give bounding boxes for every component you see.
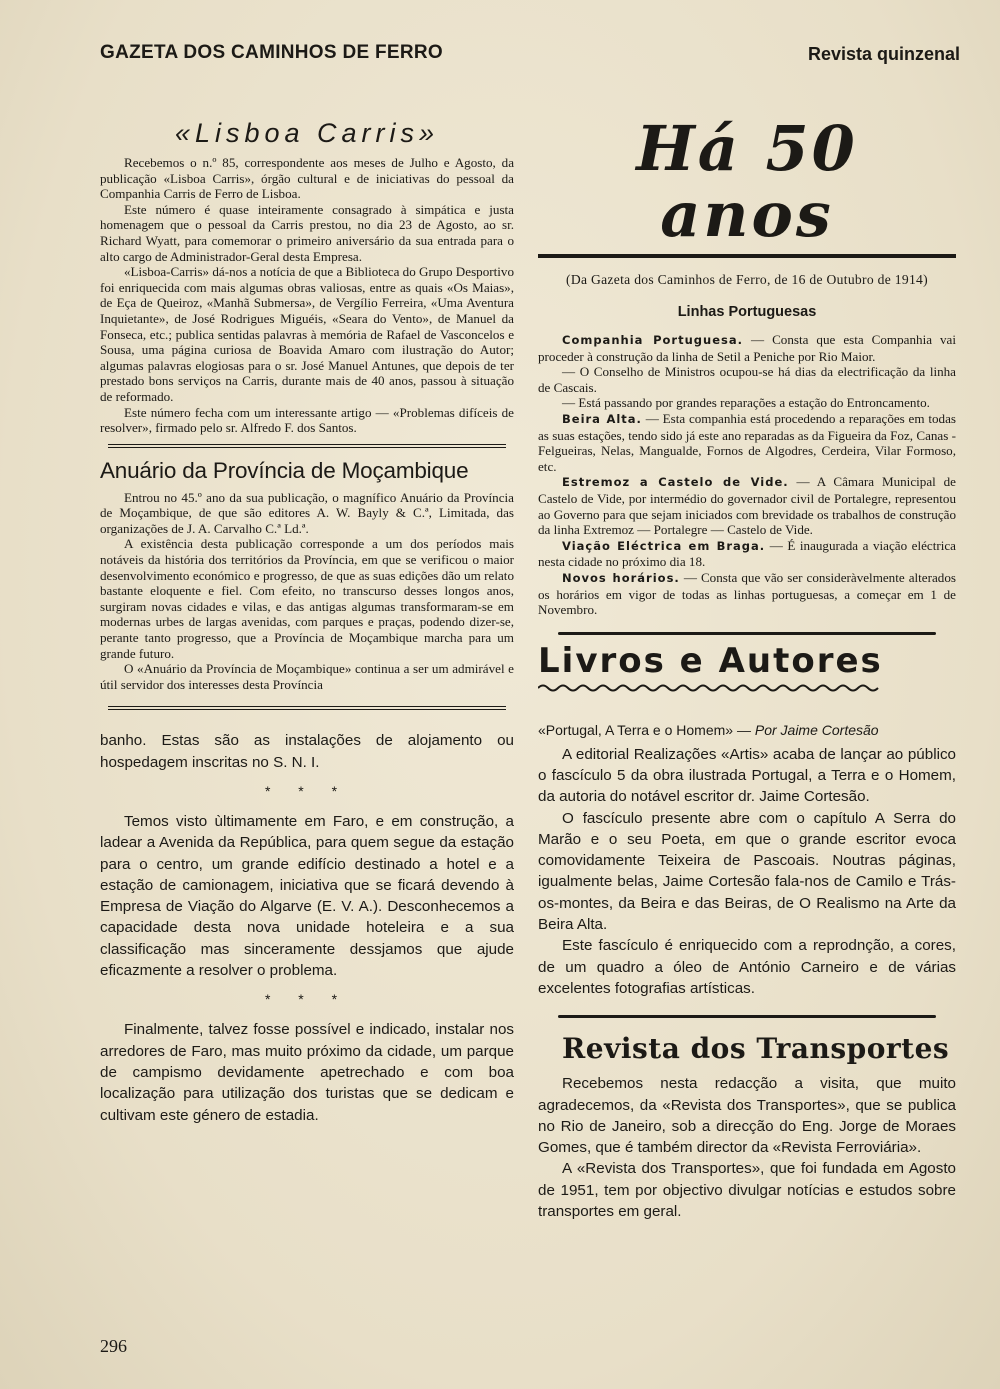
section-divider — [108, 444, 506, 448]
news-item — [538, 570, 956, 618]
paragraph: Este número é quase inteiramente consagrado à simpática e justa homenagem que o pessoal da Carris prestou, no dia 23 de Agosto, ao sr. Richard Wyatt, para comemorar o primeiro aniversário da sua entrada para o alto cargo de Administrador-Geral desta Empresa. — [100, 201, 514, 264]
news-item-text: — É inaugurada a viação eléctrica nesta cidade no próximo dia 18. — [538, 537, 956, 570]
paragraph: A editorial Realizações «Artis» acaba de lançar ao público o fascículo 5 da obra ilustrada Portugal, a Terra e o Homem, da autoria do notável escritor dr. Jaime Cortesão. — [538, 745, 956, 806]
news-item — [538, 538, 956, 570]
article-title-revista-dos-transportes: Revista dos Transportes — [562, 1032, 950, 1066]
lisboa-carris-article — [100, 118, 514, 436]
news-item-lead: Companhia Portuguesa. — [562, 333, 743, 347]
news-item-text: — Consta que esta Companhia vai proceder à construção da linha de Setil a Peniche por Rio Maior. — [538, 332, 957, 364]
news-item-lead: Viação Eléctrica em Braga. — [562, 538, 766, 553]
publication-frequency: Revista quinzenal — [807, 44, 960, 64]
article-title-livros-e-autores: Livros e Autores — [538, 640, 883, 681]
section-break-stars: * * * — [264, 991, 350, 1008]
section-divider — [558, 632, 936, 635]
subsection-heading: Linhas Portuguesas — [677, 304, 817, 320]
article-title-lisboa-carris: «Lisboa Carris» — [174, 118, 440, 148]
paragraph: O fascículo presente abre com o capítulo A Serra do Marão e o seu Poeta, em que o grande escritor evoca comovidamente Teixeira de Pascoais. Noutras páginas, igualmente belas, Jaime Cortesão fala-nos de Camilo e Trás-os-montes, da Beira e das Beiras, de O Realismo na Arte da Beira Alta. — [538, 809, 956, 934]
news-item-text: — O Conselho de Ministros ocupou-se há dias da electrificação da linha de Cascais. — [538, 364, 956, 395]
news-item-text: — A Câmara Municipal de Castelo de Vide, por intermédio do governador civil de Portalegre, representou ao Governo para que sejam iniciados com brevidade os trabalhos de construção da linha Extremoz — Portalegre — Castelo de Vide. — [538, 474, 956, 538]
news-item — [538, 411, 956, 474]
paragraph: Este fascículo é enriquecido com a reprodnção, a cores, de um quadro a óleo de António Carneiro e de várias excelentes fotografias artísticas. — [538, 937, 956, 997]
news-items — [538, 332, 956, 618]
section-divider — [108, 706, 506, 710]
book-title: «Portugal, A Terra e o Homem» — [538, 721, 734, 738]
ha-50-anos-article — [538, 112, 957, 618]
article-title-ha-50-anos: Há 50 anos — [636, 112, 858, 251]
section-break-stars: * * * — [264, 783, 350, 799]
paragraph: Recebemos o n.º 85, correspondente aos meses de Julho e Agosto, da publicação «Lisboa Carris», órgão cultural e de iniciativas do pessoal da Companhia Carris de Ferro de Lisboa. — [100, 155, 514, 202]
paragraph: «Lisboa-Carris» dá-nos a notícia de que a Biblioteca do Grupo Desportivo foi enriquecida com mais algumas obras valiosas, entre as quais «Os Maias», de Eça de Queiroz, «Manhã Submersa», de Vergílio Ferreira, «Uma Aventura Inquietante», de José Rodrigues Miguéis, «Seara do Vento», de Manuel da Fonseca, etc.; publica sentidas palavras à memória de Rafael de Vasconcelos e Sousa, uma página curiosa de Boavida Amaro com ilustração do Autor; algumas palavras elogiosas para o sr. José Manuel Antunes, que depois de ter prestado bons serviços na Carris, durante mais de 40 anos, passou à situação de reformado. — [100, 264, 514, 404]
section-divider — [558, 1015, 936, 1018]
article-title-anuario: Anuário da Província de Moçambique — [100, 457, 469, 483]
news-item — [538, 364, 956, 395]
book-author: — Por Jaime Cortesão — [733, 721, 879, 738]
news-item-text: — Consta que vão ser consideràvelmente alterados os horários em vigor de todas as linhas portuguesas, a começar em 1 de Novembro. — [538, 569, 956, 618]
paragraph: A existência desta publicação corresponde a um dos períodos mais notáveis da história dos territórios da Província, em que se verificou o maior desenvolvimento económico e progresso, de que as suas edições dão um relato bastante eloquente e fiel. Com efeito, no transcurso desses longos anos, surgiram novas cidades e vilas, e das antigas algumas transformaram-se em modernas urbes de largas avenidas, com parques e praças, podendo dizer-se, perante tanto progresso, que a Província de Moçambique marcha para um grande futuro. — [100, 536, 514, 661]
publication-title: GAZETA DOS CAMINHOS DE FERRO — [100, 42, 444, 63]
news-item-lead: Estremoz a Castelo de Vide. — [562, 475, 789, 490]
news-item — [538, 332, 956, 364]
news-item-lead: Beira Alta. — [562, 411, 642, 426]
news-item-text: — Está passando por grandes reparações a estação do Entroncamento. — [562, 395, 930, 411]
revista-dos-transportes-article — [538, 1032, 956, 1222]
paragraph: Entrou no 45.º ano da sua publicação, o magnífico Anuário da Província de Moçambique, de que são editores A. W. Bayly & C.ª, Limitada, das organizações de J. A. Carvalho C.ª Ld.ª. — [100, 489, 514, 536]
paragraph: Temos visto ùltimamente em Faro, e em construção, a ladear a Avenida da República, para quem segue da estação para o centro, um grande edifício destinado a hotel e a estação de camionagem, iniciativa que se ficará devendo à Empresa de Viação do Algarve (E. V. A.). Desconhecemos a capacidade desta nova unidade hoteleira e a sua classificação mas sinceramente dessjamos que ajude eficazmente a resolver o problema. — [100, 813, 514, 980]
paragraph: Finalmente, talvez fosse possível e indicado, instalar nos arredores de Faro, mas muito próximo da cidade, um parque de campismo devidamente apetrechado e com boa localização para utilização dos turistas que se dedicam e cultivam este género de estadia. — [100, 1021, 514, 1124]
decorative-wavy-rule — [538, 683, 956, 693]
livros-e-autores-article — [538, 641, 956, 1000]
right-column — [538, 108, 956, 1222]
paragraph: A «Revista dos Transportes», que foi fundada em Agosto de 1951, tem por objectivo divulgar notícias e estudos sobre transportes em geral. — [538, 1160, 956, 1221]
title-underline — [538, 254, 956, 258]
anuario-article — [100, 458, 514, 693]
masthead — [100, 42, 960, 72]
news-item-lead: Novos horários. — [562, 570, 680, 585]
paragraph: Este número fecha com um interessante artigo — «Problemas difíceis de resolver», firmado pelo sr. Alfredo F. dos Santos. — [100, 404, 514, 436]
left-column — [100, 110, 514, 1126]
faro-article-continuation — [100, 730, 514, 1125]
paragraph: banho. Estas são as instalações de alojamento ou hospedagem inscritas no S. N. I. — [100, 732, 514, 771]
book-subtitle — [538, 722, 956, 738]
news-item — [538, 474, 956, 537]
page-number: 296 — [100, 1336, 127, 1356]
paragraph: O «Anuário da Província de Moçambique» continua a ser um admirável e útil servidor dos interesses desta Província — [100, 661, 514, 692]
source-note: (Da Gazeta dos Caminhos de Ferro, de 16 de Outubro de 1914) — [566, 272, 928, 287]
news-item — [538, 395, 956, 411]
news-item-text: — Esta companhia está procedendo a reparações em todas as suas estações, tendo sido já este ano reparadas as da Figueira da Foz, Canas - Felgueiras, Nelas, Mangualde, Fornos de Algodres, Cerdeira, Vilar Formoso, etc. — [538, 410, 956, 474]
paragraph: Recebemos nesta redacção a visita, que muito agradecemos, da «Revista dos Transportes», que se publica no Rio de Janeiro, sob a direcção do Eng. Jorge de Moraes Gomes, que é também director da «Revista Ferroviária». — [538, 1075, 956, 1157]
